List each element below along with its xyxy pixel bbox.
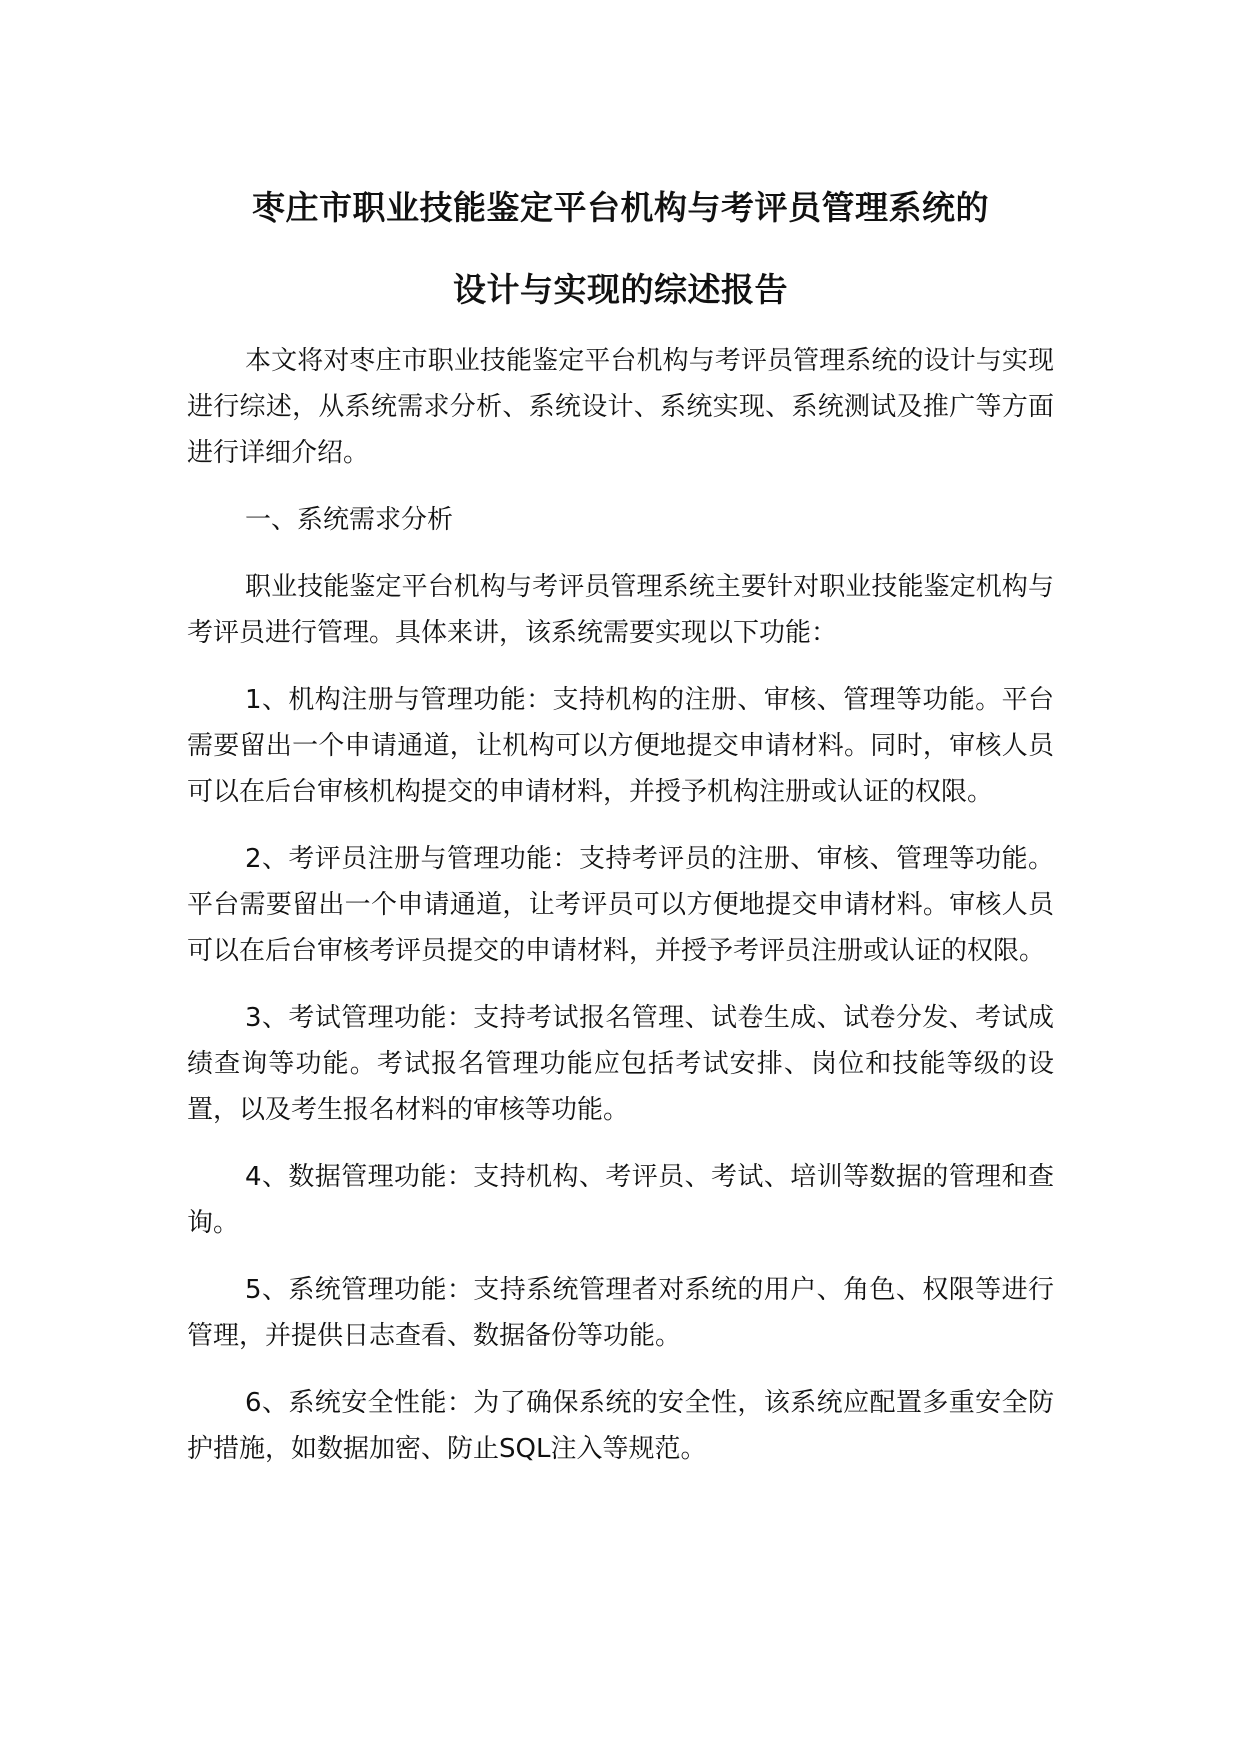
document-body <box>187 338 1054 1493</box>
requirements-paragraph: 职业技能鉴定平台机构与考评员管理系统主要针对职业技能鉴定机构与考评员进行管理。具体来讲，该系统需要实现以下功能： <box>187 572 1054 648</box>
intro-paragraph: 本文将对枣庄市职业技能鉴定平台机构与考评员管理系统的设计与实现进行综述，从系统需求分析、系统设计、系统实现、系统测试及推广等方面进行详细介绍。 <box>187 346 1054 468</box>
feature-paragraph-1: 1、机构注册与管理功能：支持机构的注册、审核、管理等功能。平台需要留出一个申请通道，让机构可以方便地提交申请材料。同时，审核人员可以在后台审核机构提交的申请材料，并授予机构注册或认证的权限。 <box>187 685 1054 807</box>
feature-paragraph-3: 3、考试管理功能：支持考试报名管理、试卷生成、试卷分发、考试成绩查询等功能。考试报名管理功能应包括考试安排、岗位和技能等级的设置，以及考生报名材料的审核等功能。 <box>187 1003 1054 1125</box>
feature-paragraph-6: 6、系统安全性能：为了确保系统的安全性，该系统应配置多重安全防护措施，如数据加密、防止SQL注入等规范。 <box>187 1388 1054 1464</box>
feature-paragraph-4: 4、数据管理功能：支持机构、考评员、考试、培训等数据的管理和查询。 <box>187 1162 1054 1238</box>
section-heading: 一、系统需求分析 <box>245 505 454 535</box>
document-title-line-2: 设计与实现的综述报告 <box>453 270 788 309</box>
feature-paragraph-2: 2、考评员注册与管理功能：支持考评员的注册、审核、管理等功能。平台需要留出一个申请通道，让考评员可以方便地提交申请材料。审核人员可以在后台审核考评员提交的申请材料，并授予考评员注册或认证的权限。 <box>187 844 1054 966</box>
feature-paragraph-5: 5、系统管理功能：支持系统管理者对系统的用户、角色、权限等进行管理，并提供日志查看、数据备份等功能。 <box>187 1275 1054 1351</box>
document-title-line-1: 枣庄市职业技能鉴定平台机构与考评员管理系统的 <box>252 188 989 227</box>
